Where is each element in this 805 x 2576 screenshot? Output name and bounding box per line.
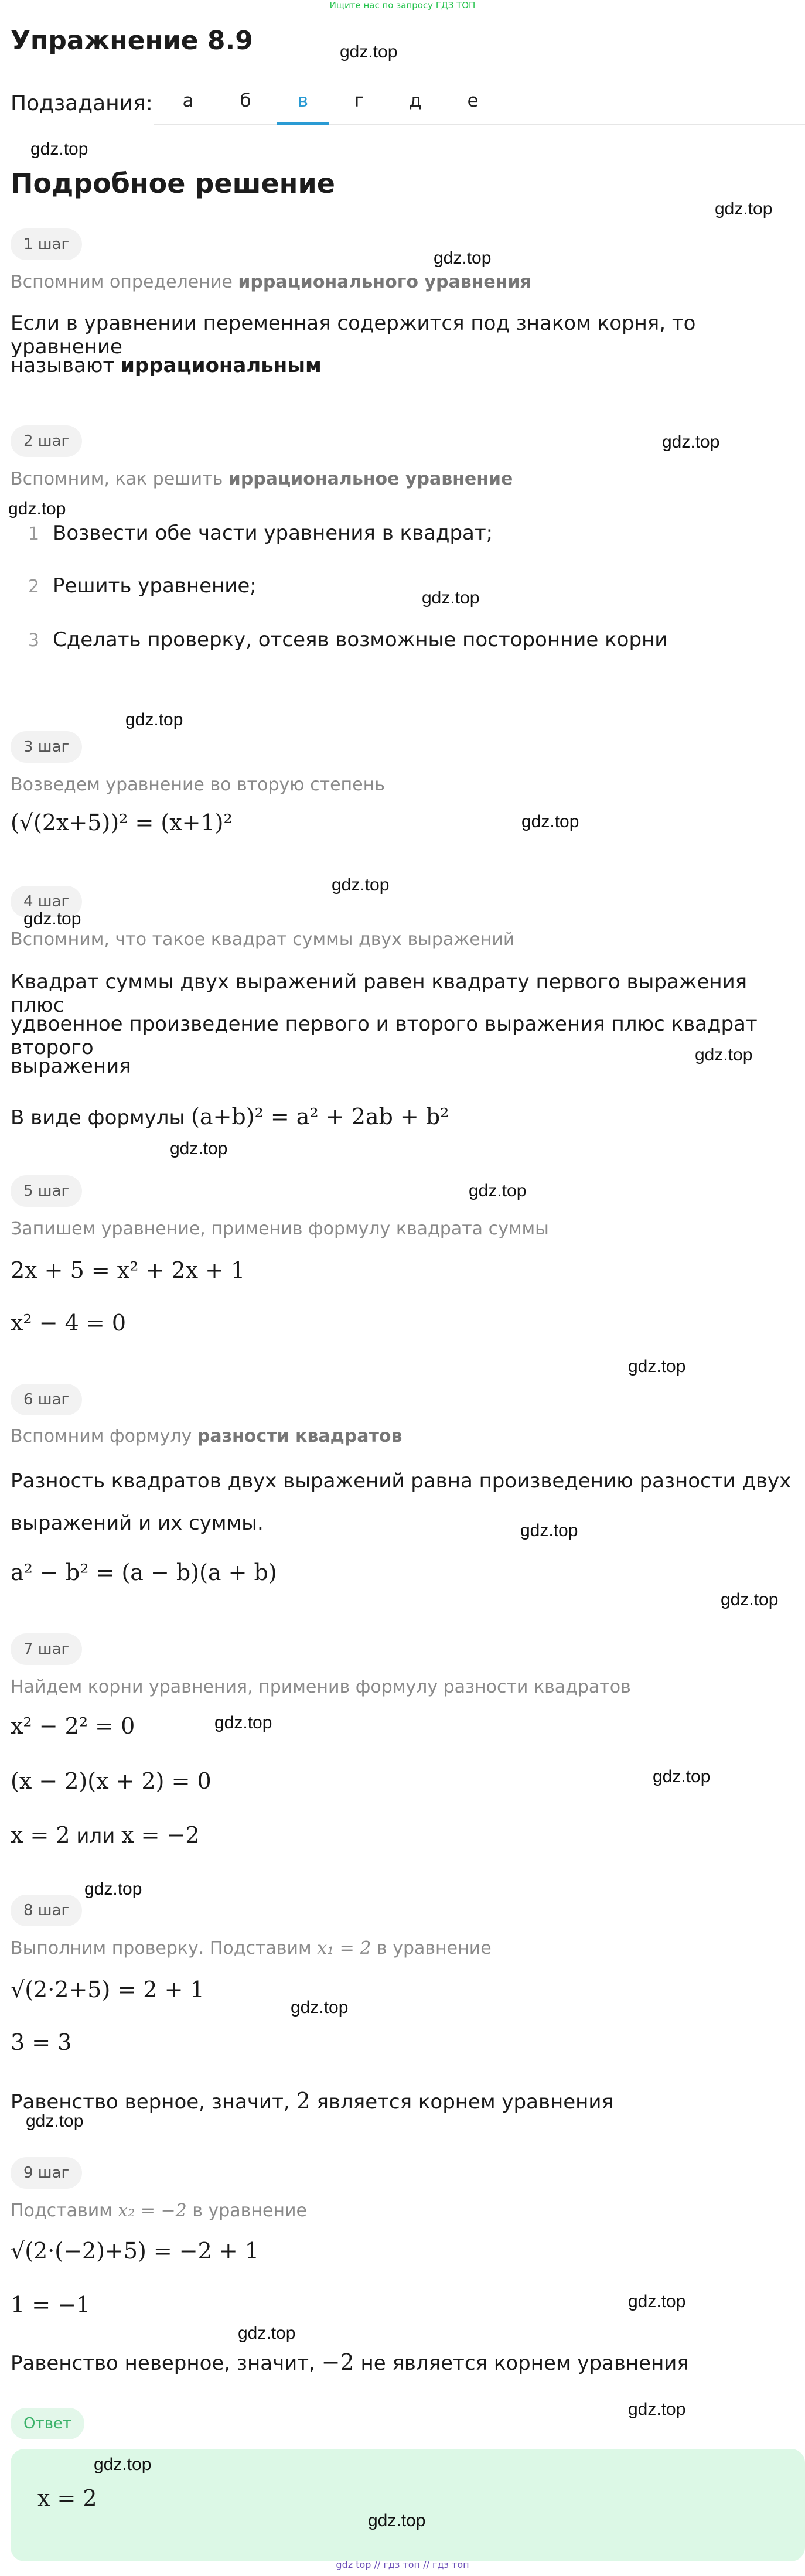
step-hint: Вспомним, как решить иррациональное уравнение — [11, 469, 513, 489]
watermark: gdz.top — [469, 1181, 527, 1200]
step-hint: Подставим x₂ = −2 в уравнение — [11, 2200, 308, 2221]
step-hint: Найдем корни уравнения, применив формулу разности квадратов — [11, 1677, 631, 1697]
watermark: gdz.top — [715, 199, 773, 219]
footer: gdz top // гдз топ // гдз топ — [336, 2559, 469, 2570]
step-badge: 4 шаг — [11, 886, 82, 917]
watermark: gdz.top — [628, 2400, 686, 2419]
step-badge: 8 шаг — [11, 1895, 82, 1926]
watermark: gdz.top — [368, 2511, 426, 2530]
step-text: выражений и их суммы. — [11, 1512, 264, 1535]
equation: 2x + 5 = x² + 2x + 1 — [11, 1257, 245, 1283]
watermark: gdz.top — [26, 2111, 84, 2131]
step-text: выражения — [11, 1055, 131, 1078]
step-badge: 2 шаг — [11, 425, 82, 457]
tab-b[interactable]: б — [240, 90, 251, 111]
watermark: gdz.top — [422, 588, 480, 608]
step-badge: 6 шаг — [11, 1384, 82, 1415]
watermark: gdz.top — [628, 2292, 686, 2311]
step-text: называют иррациональным — [11, 354, 322, 377]
equation: (√(2x+5))² = (x+1)² — [11, 810, 233, 835]
step-badge: 1 шаг — [11, 228, 82, 260]
step-hint: Выполним проверку. Подставим x₁ = 2 в уравнение — [11, 1938, 492, 1959]
watermark: gdz.top — [291, 1998, 349, 2017]
equation: 1 = −1 — [11, 2292, 91, 2318]
conclusion: Равенство неверное, значит, −2 не является корнем уравнения — [11, 2349, 689, 2375]
watermark: gdz.top — [214, 1713, 272, 1732]
equation: a² − b² = (a − b)(a + b) — [11, 1560, 277, 1585]
answer-value: x = 2 — [37, 2485, 97, 2511]
list-item: Сделать проверку, отсеяв возможные посторонние корни — [53, 628, 668, 651]
step-badge: 7 шаг — [11, 1633, 82, 1665]
watermark: gdz.top — [662, 432, 720, 452]
list-item: Решить уравнение; — [53, 574, 257, 598]
subtasks-label: Подзадания: — [11, 91, 153, 115]
equation: 3 = 3 — [11, 2029, 72, 2055]
list-number: 2 — [28, 576, 40, 597]
watermark: gdz.top — [653, 1767, 711, 1786]
watermark: gdz.top — [84, 1879, 142, 1899]
tab-d[interactable]: д — [409, 90, 422, 111]
equation: √(2·(−2)+5) = −2 + 1 — [11, 2238, 259, 2264]
list-number: 3 — [28, 630, 40, 651]
step-text: Разность квадратов двух выражений равна произведению разности двух — [11, 1469, 792, 1493]
top-note: Ищите нас по запросу ГДЗ ТОП — [329, 0, 476, 11]
equation: x² − 4 = 0 — [11, 1310, 127, 1336]
step-badge: 9 шаг — [11, 2157, 82, 2189]
list-item: Возвести обе части уравнения в квадрат; — [53, 521, 493, 545]
watermark: gdz.top — [695, 1045, 753, 1064]
watermark: gdz.top — [23, 909, 81, 929]
step-hint: Возведем уравнение во вторую степень — [11, 774, 385, 795]
step-hint: Вспомним определение иррационального уравнения — [11, 272, 531, 292]
formula-line: В виде формулы (a+b)² = a² + 2ab + b² — [11, 1104, 449, 1130]
step-hint: Вспомним, что такое квадрат суммы двух выражений — [11, 929, 515, 950]
subtask-tabs — [154, 80, 805, 125]
watermark: gdz.top — [238, 2323, 296, 2343]
step-text: удвоенное произведение первого и второго выражения плюс квадрат второго — [11, 1012, 758, 1059]
watermark: gdz.top — [30, 139, 88, 159]
watermark: gdz.top — [434, 248, 492, 268]
equation: x = 2 или x = −2 — [11, 1822, 200, 1848]
step-text: Если в уравнении переменная содержится под знаком корня, то уравнение — [11, 312, 696, 359]
tab-a[interactable]: а — [182, 90, 194, 111]
page-title: Упражнение 8.9 — [11, 26, 253, 56]
watermark: gdz.top — [721, 1590, 779, 1609]
watermark: gdz.top — [94, 2455, 152, 2474]
watermark: gdz.top — [521, 812, 579, 831]
step-hint: Запишем уравнение, применив формулу квадрата суммы — [11, 1219, 549, 1239]
tab-g[interactable]: г — [354, 90, 364, 111]
step-badge: 5 шаг — [11, 1175, 82, 1207]
step-hint: Вспомним формулу разности квадратов — [11, 1426, 403, 1446]
watermark: gdz.top — [340, 42, 398, 62]
equation: x² − 2² = 0 — [11, 1713, 135, 1739]
tab-v[interactable]: в — [277, 90, 329, 125]
list-number: 1 — [28, 524, 40, 544]
watermark: gdz.top — [628, 1357, 686, 1376]
watermark: gdz.top — [8, 499, 66, 518]
step-text: Квадрат суммы двух выражений равен квадрату первого выражения плюс — [11, 970, 748, 1017]
watermark: gdz.top — [520, 1521, 578, 1540]
answer-badge: Ответ — [11, 2408, 84, 2439]
step-badge: 3 шаг — [11, 731, 82, 763]
watermark: gdz.top — [170, 1139, 228, 1158]
equation: (x − 2)(x + 2) = 0 — [11, 1768, 212, 1794]
conclusion: Равенство верное, значит, 2 является корнем уравнения — [11, 2088, 613, 2114]
equation: √(2·2+5) = 2 + 1 — [11, 1977, 204, 2002]
watermark: gdz.top — [125, 710, 183, 729]
watermark: gdz.top — [332, 875, 390, 895]
tab-e[interactable]: е — [467, 90, 479, 111]
section-title: Подробное решение — [11, 168, 335, 199]
